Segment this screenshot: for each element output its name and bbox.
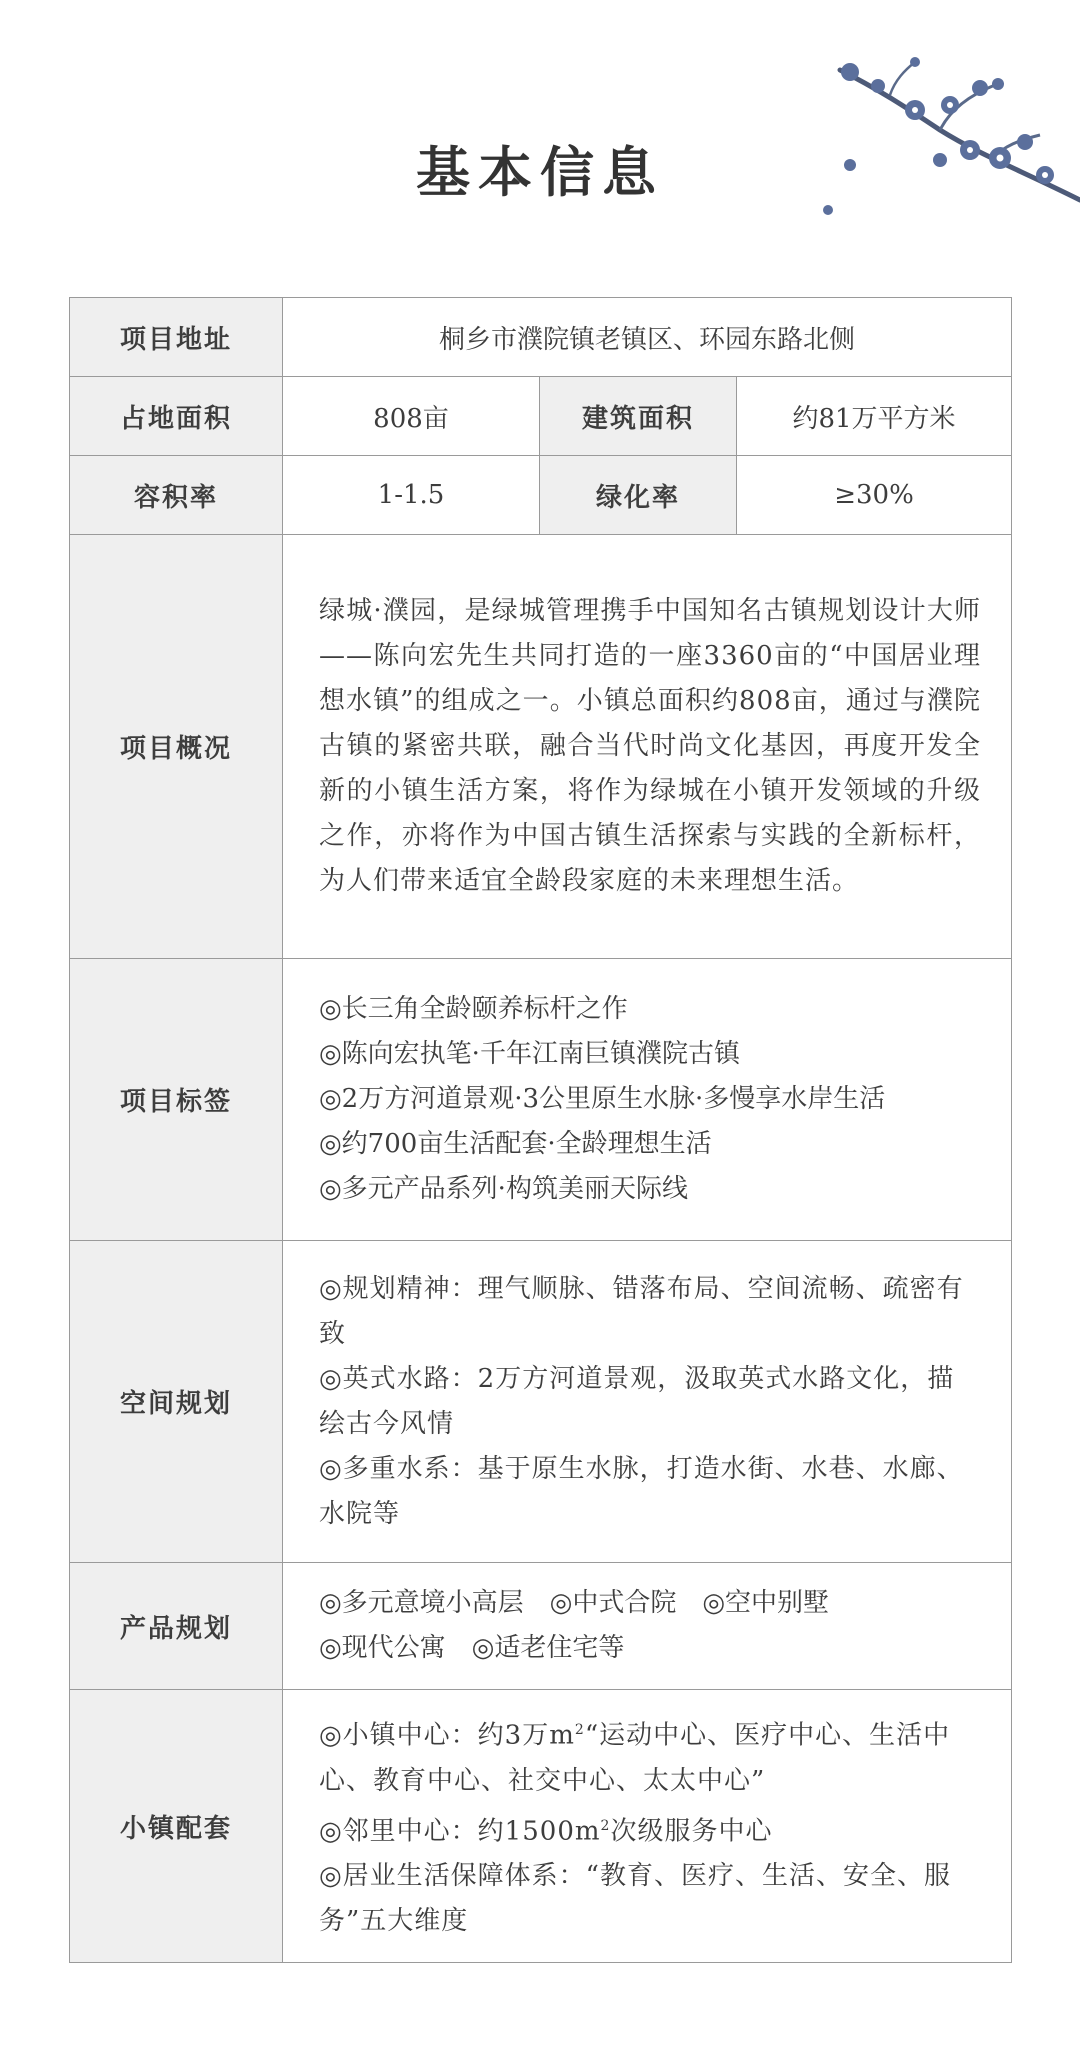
value-tags xyxy=(283,959,1012,1241)
row-tags xyxy=(70,959,1012,1241)
tag-item: ◎陈向宏执笔·千年江南巨镇濮院古镇 xyxy=(319,1039,740,1069)
row-space xyxy=(70,1241,1012,1563)
space-item: ◎多重水系：基于原生水脉，打造水街、水巷、水廊、水院等 xyxy=(319,1453,964,1529)
value-facility xyxy=(283,1690,1012,1963)
facility-item-text: “运动中心、医疗中心、生活中心、教育中心、社交中心、太太中心” xyxy=(319,1720,951,1796)
superscript: 2 xyxy=(574,1721,585,1738)
facility-item: ◎居业生活保障体系：“教育、医疗、生活、安全、服务”五大维度 xyxy=(319,1861,951,1937)
value-plot-ratio: 1-1.5 xyxy=(283,456,540,535)
row-product xyxy=(70,1563,1012,1690)
label-space-planning: 空间规划 xyxy=(70,1241,283,1563)
row-plot xyxy=(70,456,1012,535)
label-land-area: 占地面积 xyxy=(70,377,283,456)
facility-item xyxy=(319,1708,981,1804)
overview-text: 绿城·濮园，是绿城管理携手中国知名古镇规划设计大师——陈向宏先生共同打造的一座3360亩的“中国居业理想水镇”的组成之一。小镇总面积约808亩，通过与濮院古镇的紧密共联，融合当代时尚文化基因，再度开发全新的小镇生活方案，将作为绿城在小镇开发领域的升级之作，亦将作为中国古镇生活探索与实践的全新标杆，为人们带来适宜全龄段家庭的未来理想生活。 xyxy=(319,596,982,896)
facility-item-text: ◎邻里中心：约1500m xyxy=(319,1816,601,1847)
tag-item: ◎2万方河道景观·3公里原生水脉·多慢享水岸生活 xyxy=(319,1084,886,1114)
plum-blossom-decoration xyxy=(820,50,1080,240)
facility-item-text: ◎小镇中心：约3万m xyxy=(319,1720,575,1751)
value-product-planning xyxy=(283,1563,1012,1690)
facility-item-text: 次级服务中心 xyxy=(610,1816,773,1847)
tag-item: ◎多元产品系列·构筑美丽天际线 xyxy=(319,1174,688,1204)
label-green-ratio: 绿化率 xyxy=(540,456,737,535)
value-land-area: 808亩 xyxy=(283,377,540,456)
tag-item: ◎长三角全龄颐养标杆之作 xyxy=(319,994,628,1024)
row-address xyxy=(70,298,1012,377)
value-building-area: 约81万平方米 xyxy=(737,377,1012,456)
page-title: 基本信息 xyxy=(416,140,664,204)
label-overview: 项目概况 xyxy=(70,535,283,959)
label-address: 项目地址 xyxy=(70,298,283,377)
superscript: 2 xyxy=(600,1817,611,1834)
label-plot-ratio: 容积率 xyxy=(70,456,283,535)
product-line: ◎现代公寓 ◎适老住宅等 xyxy=(319,1633,625,1663)
value-space-planning xyxy=(283,1241,1012,1563)
product-line: ◎多元意境小高层 ◎中式合院 ◎空中别墅 xyxy=(319,1588,830,1618)
facility-item xyxy=(319,1804,981,1855)
label-building-area: 建筑面积 xyxy=(540,377,737,456)
space-item: ◎英式水路：2万方河道景观，汲取英式水路文化，描绘古今风情 xyxy=(319,1363,955,1439)
label-tags: 项目标签 xyxy=(70,959,283,1241)
space-item: ◎规划精神：理气顺脉、错落布局、空间流畅、疏密有致 xyxy=(319,1273,964,1349)
row-area xyxy=(70,377,1012,456)
row-facility xyxy=(70,1690,1012,1963)
row-overview xyxy=(70,535,1012,959)
value-green-ratio: ≥30% xyxy=(737,456,1012,535)
info-table xyxy=(69,297,1012,1963)
label-facility: 小镇配套 xyxy=(70,1690,283,1963)
tag-item: ◎约700亩生活配套·全龄理想生活 xyxy=(319,1129,712,1159)
label-product-planning: 产品规划 xyxy=(70,1563,283,1690)
value-overview xyxy=(283,535,1012,959)
value-address: 桐乡市濮院镇老镇区、环园东路北侧 xyxy=(283,298,1012,377)
